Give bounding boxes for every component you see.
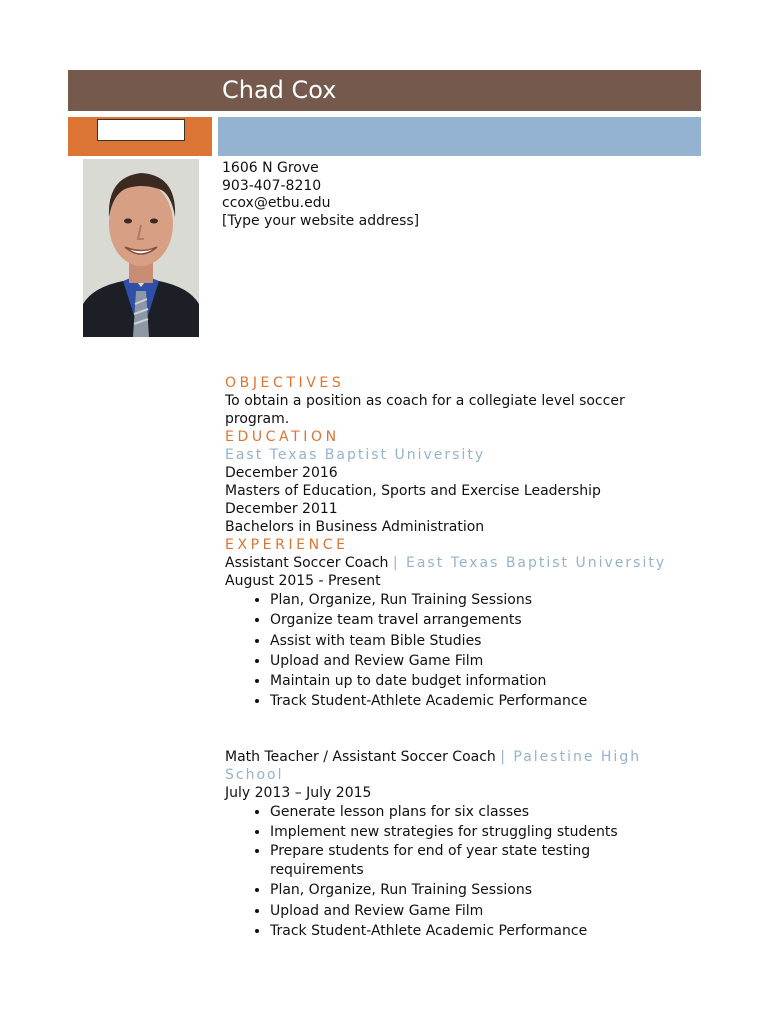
education-degree: Masters of Education, Sports and Exercise Leadership xyxy=(225,483,601,499)
list-item: • Track Student-Athlete Academic Performance xyxy=(270,691,685,711)
job-title: Math Teacher / Assistant Soccer Coach xyxy=(225,748,496,765)
job-title-line xyxy=(225,554,685,572)
spacer xyxy=(225,712,685,748)
job-dates: July 2013 – July 2015 xyxy=(225,784,372,801)
job-organization: | Palestine High School xyxy=(225,748,642,783)
email: ccox@etbu.edu xyxy=(222,195,331,211)
contact-block xyxy=(222,160,419,230)
list-item: • Generate lesson plans for six classes xyxy=(270,802,685,822)
education-school: East Texas Baptist University xyxy=(225,447,486,463)
accent-blue-bar xyxy=(218,117,701,156)
list-item: • Prepare students for end of year state testing requirements xyxy=(270,842,685,880)
address: 1606 N Grove xyxy=(222,160,319,176)
list-item: • Plan, Organize, Run Training Sessions xyxy=(270,880,685,900)
job-title-line xyxy=(225,748,685,784)
list-item: • Assist with team Bible Studies xyxy=(270,631,685,651)
resume-body xyxy=(225,374,685,941)
education-degree: Bachelors in Business Administration xyxy=(225,519,485,535)
title-bar xyxy=(68,70,701,111)
objectives-text: To obtain a position as coach for a collegiate level soccer program. xyxy=(225,393,625,427)
list-item: • Upload and Review Game Film xyxy=(270,651,685,671)
profile-photo xyxy=(83,159,199,337)
phone: 903-407-8210 xyxy=(222,177,322,194)
job-dates: August 2015 - Present xyxy=(225,573,381,589)
list-item: • Track Student-Athlete Academic Performance xyxy=(270,921,685,941)
education-date: December 2016 xyxy=(225,465,338,481)
resume-name: Chad Cox xyxy=(222,76,337,104)
job-title: Assistant Soccer Coach xyxy=(225,555,389,571)
list-item: • Plan, Organize, Run Training Sessions xyxy=(270,590,685,610)
list-item: • Upload and Review Game Film xyxy=(270,901,685,921)
education-date: December 2011 xyxy=(225,501,338,517)
education-heading: EDUCATION xyxy=(225,429,340,445)
job-duties-list xyxy=(225,590,685,712)
website: [Type your website address] xyxy=(222,212,420,229)
job-organization: | East Texas Baptist University xyxy=(392,555,667,571)
objectives-heading: OBJECTIVES xyxy=(225,375,345,391)
experience-heading: EXPERIENCE xyxy=(225,537,349,553)
list-item: • Implement new strategies for struggling students xyxy=(270,822,685,842)
list-item: • Organize team travel arrangements xyxy=(270,610,685,630)
job-duties-list xyxy=(225,802,685,941)
placeholder-box xyxy=(97,119,185,141)
list-item: • Maintain up to date budget information xyxy=(270,671,685,691)
